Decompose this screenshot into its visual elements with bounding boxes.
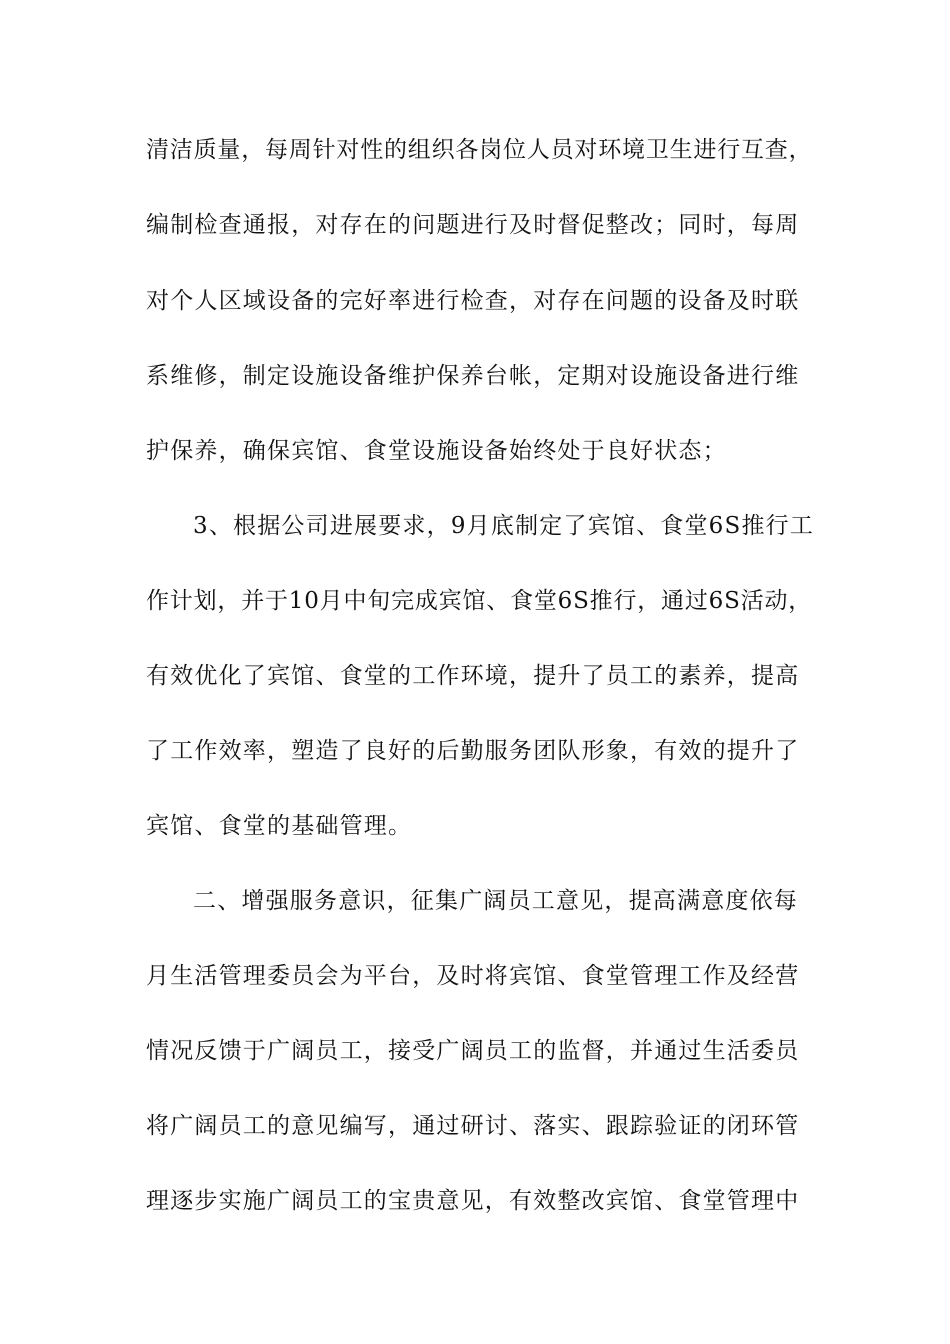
text-line: 有效优化了宾馆、食堂的工作环境，提升了员工的素养，提高 — [146, 663, 800, 689]
text-line: 二、增强服务意识，征集广阔员工意见，提高满意度依每 — [193, 888, 798, 914]
text-line: 护保养，确保宾馆、食堂设施设备始终处于良好状态； — [146, 438, 727, 464]
text-line: 将广阔员工的意见编写，通过研讨、落实、跟踪验证的闭环管 — [146, 1113, 800, 1139]
text-line: 系维修，制定设施设备维护保养台帐，定期对设施设备进行维 — [146, 363, 800, 389]
text-line: 月生活管理委员会为平台，及时将宾馆、食堂管理工作及经营 — [146, 963, 800, 989]
text-line: 了工作效率，塑造了良好的后勤服务团队形象，有效的提升了 — [146, 738, 800, 764]
text-line: 编制检查通报，对存在的问题进行及时督促整改；同时，每周 — [146, 212, 800, 238]
text-line: 作计划，并于10月中旬完成宾馆、食堂6S推行，通过6S活动， — [146, 588, 813, 614]
text-line: 宾馆、食堂的基础管理。 — [146, 813, 413, 839]
text-line: 情况反馈于广阔员工，接受广阔员工的监督，并通过生活委员 — [146, 1038, 800, 1064]
text-line: 理逐步实施广阔员工的宝贵意见，有效整改宾馆、食堂管理中 — [146, 1188, 800, 1214]
text-line: 3、根据公司进展要求，9月底制定了宾馆、食堂6S推行工 — [193, 513, 815, 539]
text-line: 对个人区域设备的完好率进行检查，对存在问题的设备及时联 — [146, 288, 800, 314]
text-line: 清洁质量，每周针对性的组织各岗位人员对环境卫生进行互查， — [146, 137, 813, 163]
